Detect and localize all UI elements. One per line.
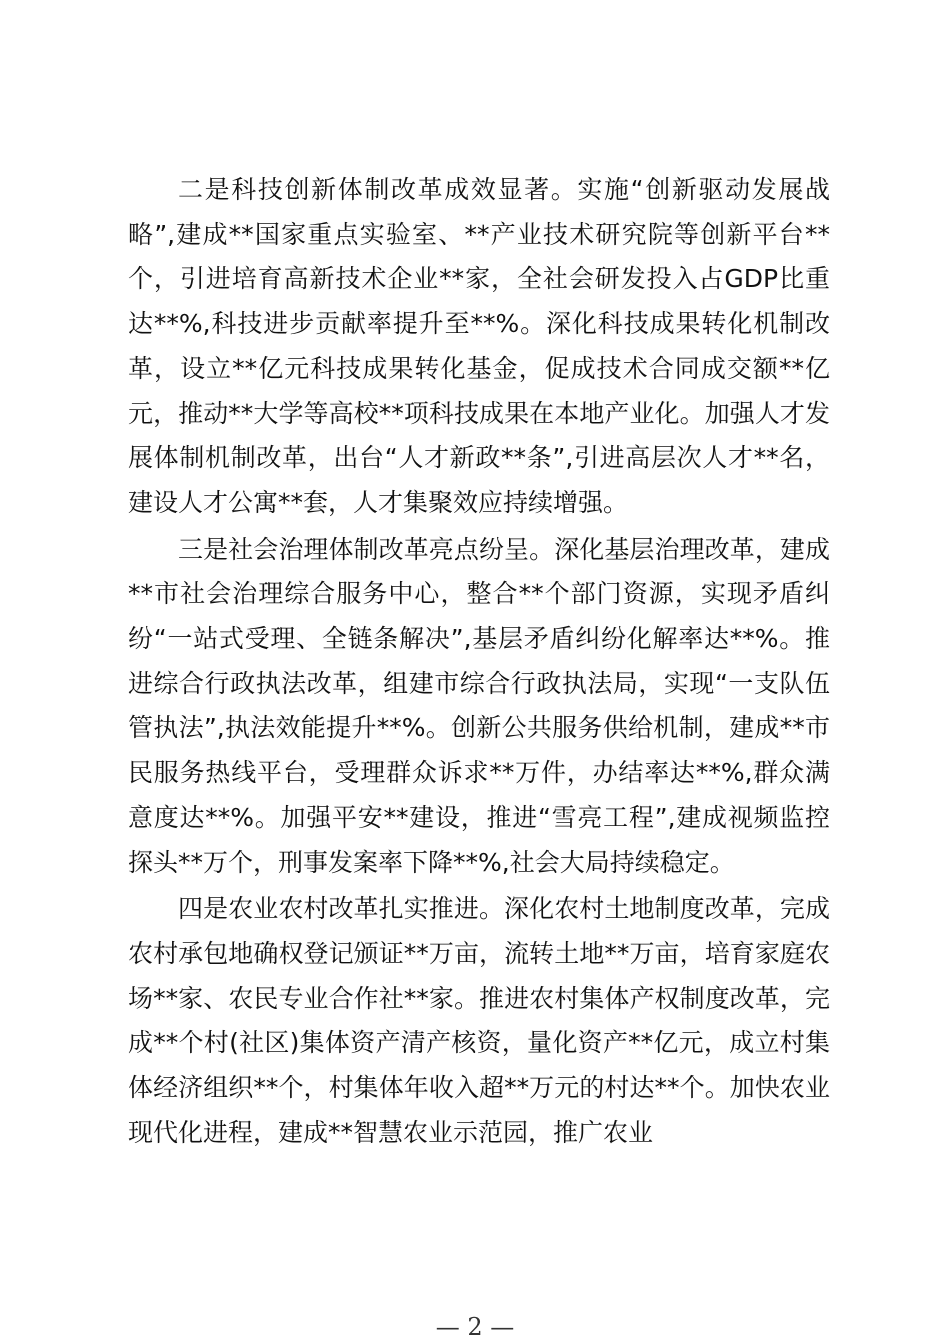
- document-body: [128, 168, 830, 1155]
- paragraph-agriculture-rural-reform: 四是农业农村改革扎实推进。深化农村土地制度改革，完成农村承包地确权登记颁证**万亩，流转土地**万亩，培育家庭农场**家、农民专业合作社**家。推进农村集体产权制度改革，完成**个村(社区)集体资产清产核资，量化资产**亿元，成立村集体经济组织**个，村集体年收入超**万元的村达**个。加快农业现代化进程，建成**智慧农业示范园，推广农业: [128, 894, 830, 1147]
- page-number: — 2 —: [435, 1313, 515, 1341]
- paragraph-social-governance-reform: 三是社会治理体制改革亮点纷呈。深化基层治理改革，建成**市社会治理综合服务中心，整合**个部门资源，实现矛盾纠纷“一站式受理、全链条解决”,基层矛盾纠纷化解率达**%。推进综合行政执法改革，组建市综合行政执法局，实现“一支队伍管执法”,执法效能提升**%。创新公共服务供给机制，建成**市民服务热线平台，受理群众诉求**万件，办结率达**%,群众满意度达**%。加强平安**建设，推进“雪亮工程”,建成视频监控探头**万个，刑事发案率下降**%,社会大局持续稳定。: [128, 534, 830, 877]
- paragraph-science-tech-reform: 二是科技创新体制改革成效显著。实施“创新驱动发展战略”,建成**国家重点实验室、**产业技术研究院等创新平台**个，引进培育高新技术企业**家，全社会研发投入占GDP比重达**%,科技进步贡献率提升至**%。深化科技成果转化机制改革，设立**亿元科技成果转化基金，促成技术合同成交额**亿元，推动**大学等高校**项科技成果在本地产业化。加强人才发展体制机制改革，出台“人才新政**条”,引进高层次人才**名，建设人才公寓**套，人才集聚效应持续增强。: [128, 175, 830, 517]
